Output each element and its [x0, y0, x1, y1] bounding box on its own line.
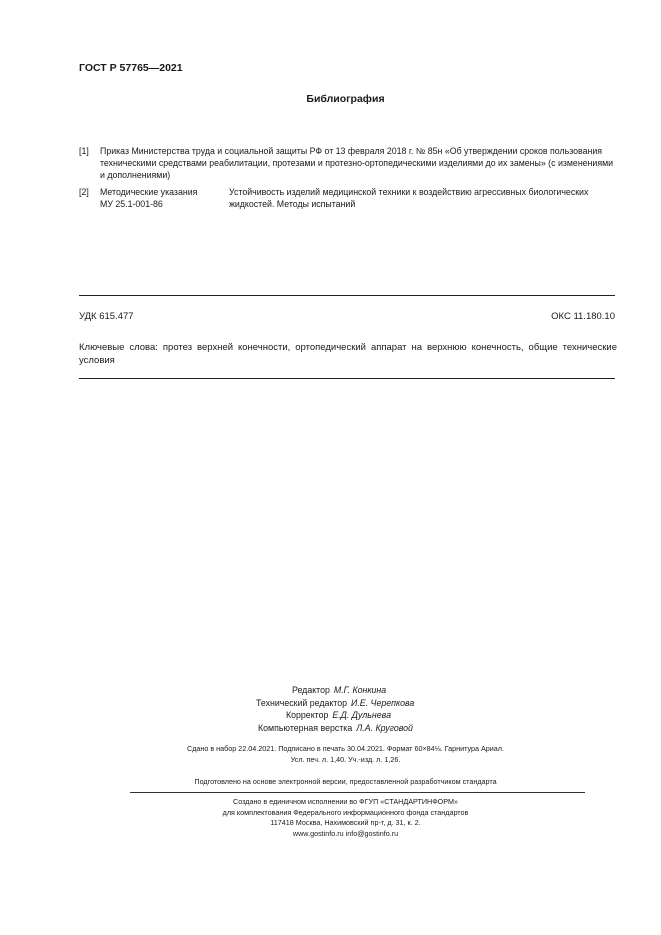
credit-corrector: [230, 709, 610, 722]
credit-label: Технический редактор: [256, 697, 348, 708]
credit-name: М.Г. Конкина: [333, 685, 387, 695]
footer-contacts: www.gostinfo.ru info@gostinfo.ru: [292, 828, 399, 838]
standard-header: ГОСТ Р 57765—2021: [79, 62, 183, 74]
credits-block: [230, 684, 610, 734]
bibliography-item-text: Приказ Министерства труда и социальной защиты РФ от 13 февраля 2018 г. № 85н «Об утверждении сроков пользования техническими средствами реабилитации, протезами и протезно-ортопедическими изделиями до их замены» (с изменениями и дополнениями): [100, 146, 614, 180]
credit-name: Е.Д. Дульнева: [332, 710, 391, 720]
publishing-line-1: Сдано в набор 22.04.2021. Подписано в печать 30.04.2021. Формат 60×84⅛. Гарнитура Ариал.: [187, 744, 504, 753]
publishing-details: [0, 743, 661, 765]
bibliography-item-text: Устойчивость изделий медицинской техники к воздействию агрессивных биологических жидкостей. Методы испытаний: [229, 187, 589, 209]
publishing-source-note: Подготовлено на основе электронной версии, предоставленной разработчиком стандарта: [194, 777, 497, 786]
udk-code: УДК 615.477: [79, 311, 134, 322]
bibliography-source-line-1: Методические указания: [100, 187, 198, 197]
divider-bottom: [79, 378, 615, 379]
footer-line-1: Создано в единичном исполнении во ФГУП «СТАНДАРТИНФОРМ»: [233, 797, 458, 806]
credit-editor: [230, 684, 610, 697]
credit-label: Редактор: [292, 685, 330, 695]
credit-name: Л.А. Круговой: [356, 722, 413, 733]
keywords: Ключевые слова: протез верхней конечности, ортопедический аппарат на верхнюю конечность, общие технические условия: [79, 342, 617, 366]
footer-divider: [130, 792, 585, 793]
bibliography-item-source: [100, 186, 230, 210]
footer: [0, 797, 661, 839]
publishing-line-2: Усл. печ. л. 1,40. Уч.-изд. л. 1,26.: [290, 755, 401, 764]
bibliography-item-2: [79, 186, 617, 210]
oks-code: ОКС 11.180.10: [551, 311, 615, 322]
credit-label: Компьютерная верстка: [258, 722, 353, 733]
footer-line-3: 117418 Москва, Нахимовский пр-т, д. 31, к. 2.: [270, 818, 421, 827]
bibliography-item-1: [79, 145, 617, 181]
bibliography-source-line-2: МУ 25.1-001-86: [100, 199, 163, 209]
credit-tech-editor: [230, 697, 610, 710]
bibliography-item-number: [2]: [79, 187, 89, 197]
divider-top: [79, 295, 615, 296]
credit-layout: [230, 722, 610, 735]
footer-line-2: для комплектования Федерального информационного фонда стандартов: [222, 807, 469, 817]
credit-label: Корректор: [286, 710, 329, 720]
bibliography-title: Библиография: [306, 93, 385, 105]
bibliography-item-number: [1]: [79, 146, 89, 156]
credit-name: И.Е. Черепкова: [351, 697, 415, 708]
